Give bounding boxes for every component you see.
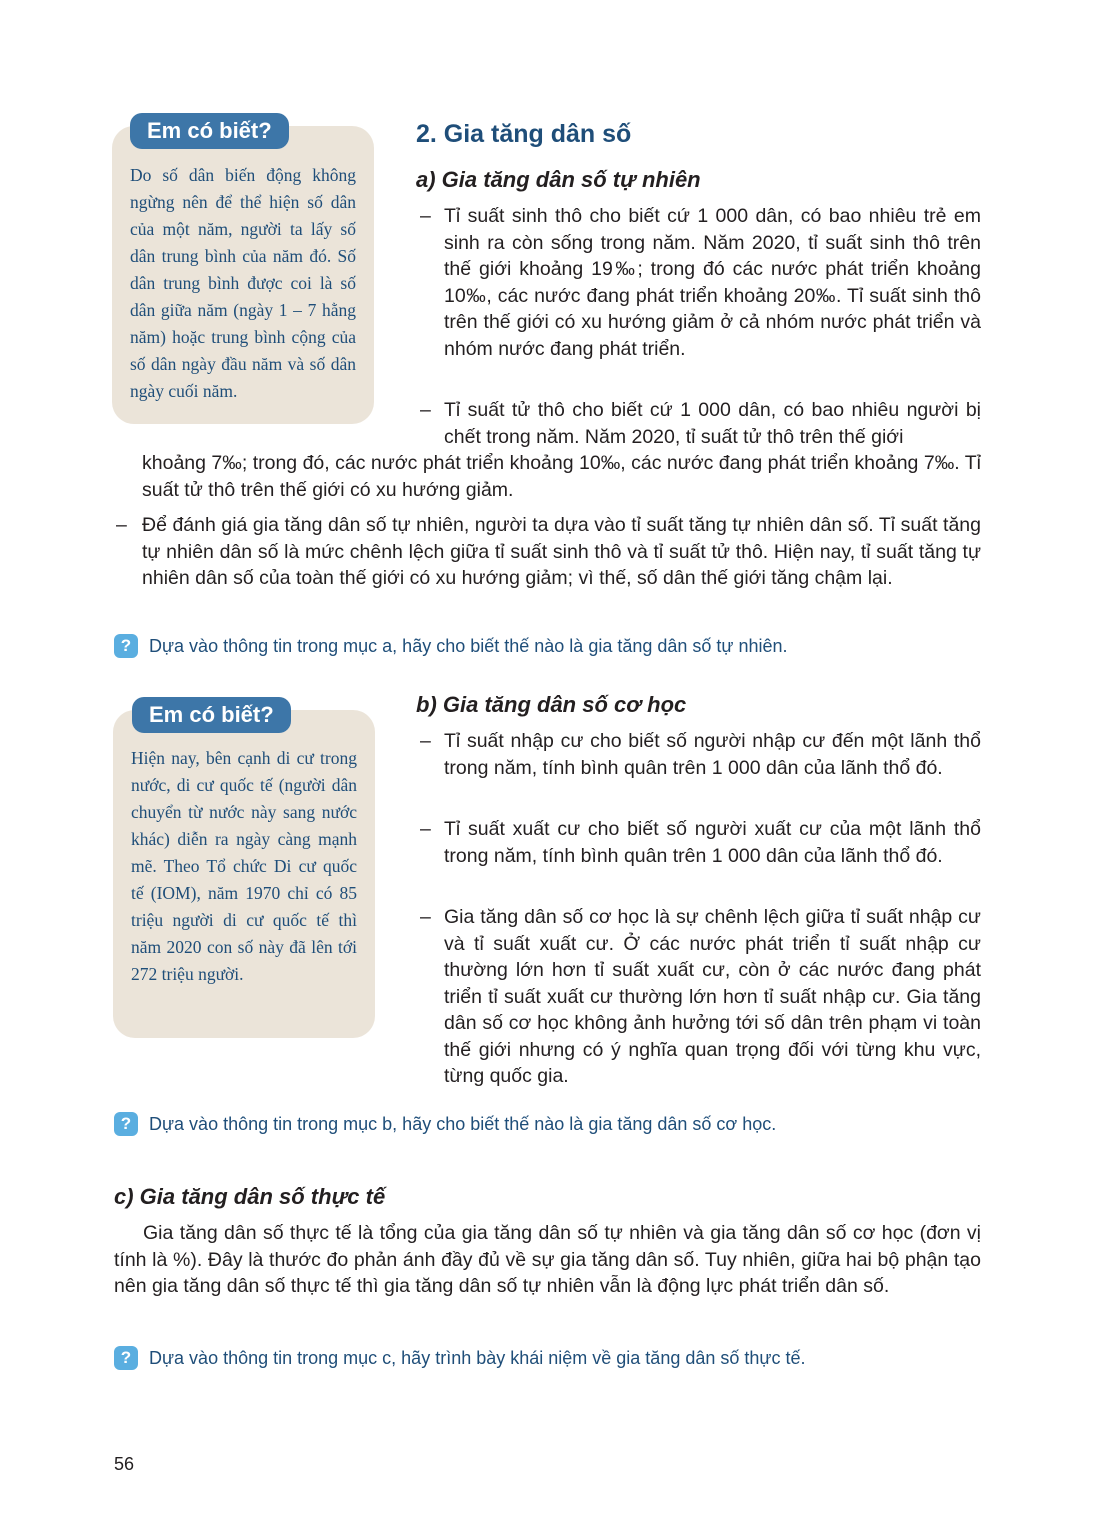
bullet-text: Gia tăng dân số cơ học là sự chênh lệch giữa tỉ suất nhập cư và tỉ suất xuất cư. Ở các nước phát triển tỉ suất nhập cư thường lớn hơn tỉ suất xuất cư, còn ở các nước đang phát triển tỉ suất xuất cư thường lớn hơn tỉ suất nhập cư. Gia tăng dân số cơ học không ảnh hưởng tới số dân trên phạm vi toàn thế giới nhưng có ý nghĩa quan trọng đối với từng khu vực, từng quốc gia. — [444, 906, 981, 1087]
question-icon: ? — [114, 634, 138, 658]
bullet-text: Tỉ suất xuất cư cho biết số người xuất cư của một lãnh thổ trong năm, tính bình quân trên 1 000 dân của lãnh thổ đó. — [444, 818, 981, 867]
question-text: Dựa vào thông tin trong mục c, hãy trình bày khái niệm về gia tăng dân số thực tế. — [149, 1347, 806, 1368]
bullet-birth-rate — [416, 203, 981, 362]
subheading-a: a) Gia tăng dân số tự nhiên — [416, 167, 701, 192]
did-you-know-box-1 — [112, 118, 374, 424]
did-you-know-text: Hiện nay, bên cạnh di cư trong nước, di cư quốc tế (người dân chuyển từ nước này sang nước khác) diễn ra ngày càng mạnh mẽ. Theo Tổ chức Di cư quốc tế (IOM), năm 1970 chỉ có 85 triệu người di cư quốc tế thì năm 2020 con số này đã lên tới 272 triệu người. — [131, 748, 357, 984]
did-you-know-text: Do số dân biến động không ngừng nên để thể hiện số dân của một năm, người ta lấy số dân trung bình của năm đó. Số dân trung bình được coi là số dân giữa năm (ngày 1 – 7 hằng năm) hoặc trung bình cộng của số dân ngày đầu năm và số dân ngày cuối năm. — [130, 165, 356, 401]
did-you-know-tag: Em có biết? — [132, 697, 291, 733]
question-icon: ? — [114, 1346, 138, 1370]
bullet-text: Tỉ suất sinh thô cho biết cứ 1 000 dân, có bao nhiêu trẻ em sinh ra còn sống trong năm. Năm 2020, tỉ suất sinh thô trên thế giới khoảng 19‰; trong đó các nước phát triển khoảng 10‰, các nước đang phát triển khoảng 20‰. Tỉ suất sinh thô trên thế giới có xu hướng giảm ở cả nhóm nước phát triển và nhóm nước đang phát triển. — [444, 205, 981, 360]
dash-marker: – — [420, 818, 431, 840]
bullet-emigration-rate — [416, 816, 981, 869]
bullet-text: Tỉ suất tử thô cho biết cứ 1 000 dân, có bao nhiêu người bị chết trong năm. Năm 2020, tỉ suất tử thô trên thế giới — [444, 399, 981, 448]
subheading-b: b) Gia tăng dân số cơ học — [416, 692, 687, 717]
question-icon: ? — [114, 1112, 138, 1136]
bullet-mechanical-increase — [416, 904, 981, 1090]
question-c — [114, 1345, 805, 1371]
bullet-text: Để đánh giá gia tăng dân số tự nhiên, người ta dựa vào tỉ suất tăng tự nhiên dân số. Tỉ suất tăng tự nhiên dân số là mức chênh lệch giữa tỉ suất sinh thô và tỉ suất tử thô. Hiện nay, tỉ suất tăng tự nhiên dân số của toàn thế giới có xu hướng giảm; vì thế, số dân thế giới tăng chậm lại. — [142, 514, 981, 589]
dash-marker: – — [116, 514, 127, 536]
did-you-know-tag: Em có biết? — [130, 113, 289, 149]
dash-marker: – — [420, 205, 431, 227]
question-text: Dựa vào thông tin trong mục b, hãy cho biết thế nào là gia tăng dân số cơ học. — [149, 1113, 777, 1134]
dash-marker: – — [420, 906, 431, 928]
question-a — [114, 633, 788, 659]
bullet-death-rate-continued: khoảng 7‰; trong đó, các nước phát triển khoảng 10‰, các nước đang phát triển khoảng 7‰. Tỉ suất tử thô trên thế giới có xu hướng giảm. — [142, 452, 981, 501]
section-title: 2. Gia tăng dân số — [416, 120, 632, 148]
subheading-c: c) Gia tăng dân số thực tế — [114, 1184, 386, 1209]
did-you-know-box-2 — [113, 702, 375, 1038]
bullet-death-rate — [416, 397, 981, 450]
bullet-natural-increase — [114, 512, 981, 592]
paragraph-c: Gia tăng dân số thực tế là tổng của gia tăng dân số tự nhiên và gia tăng dân số cơ học (đơn vị tính là %). Đây là thước đo phản ánh đầy đủ về sự gia tăng dân số. Tuy nhiên, giữa hai bộ phận tạo nên gia tăng dân số thực tế thì gia tăng dân số tự nhiên vẫn là động lực phát triển dân số. — [114, 1222, 981, 1297]
dash-marker: – — [420, 730, 431, 752]
bullet-immigration-rate — [416, 728, 981, 781]
bullet-text: Tỉ suất nhập cư cho biết số người nhập cư đến một lãnh thổ trong năm, tính bình quân trên 1 000 dân của lãnh thổ đó. — [444, 730, 981, 779]
page-number: 56 — [114, 1454, 135, 1474]
question-text: Dựa vào thông tin trong mục a, hãy cho biết thế nào là gia tăng dân số tự nhiên. — [149, 635, 788, 656]
question-b — [114, 1111, 776, 1137]
dash-marker: – — [420, 399, 431, 421]
